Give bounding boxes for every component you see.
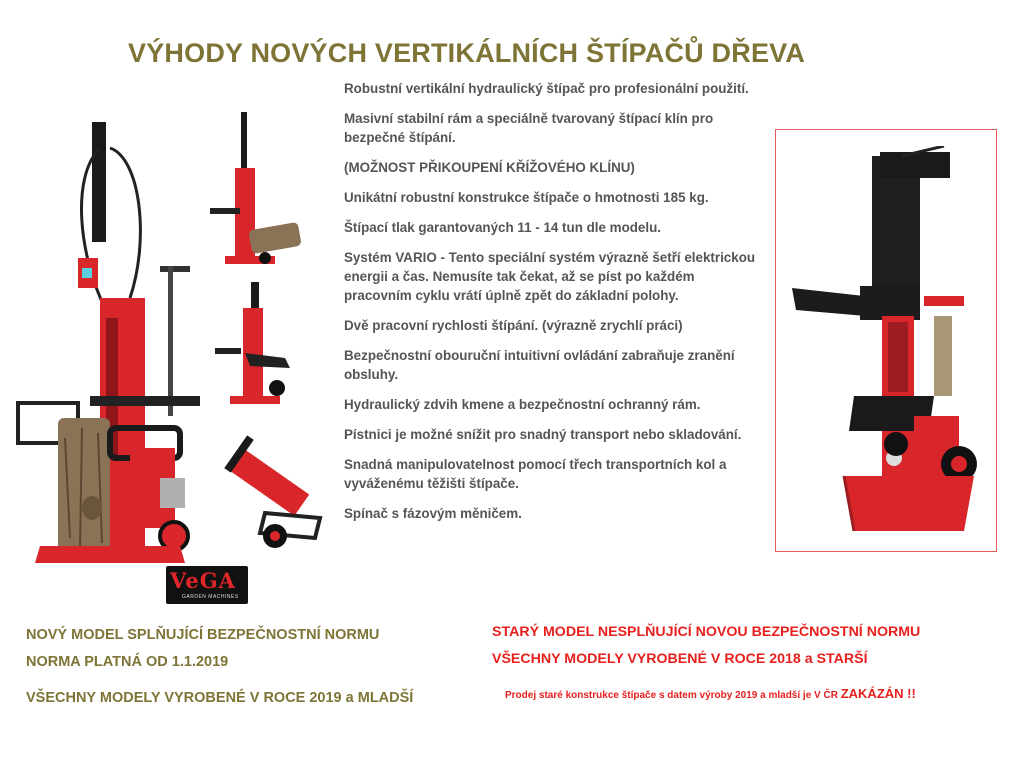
features-list	[344, 79, 764, 534]
splitter-image-top	[205, 108, 305, 268]
old-splitter-image	[784, 146, 990, 536]
feature-item: Hydraulický zdvih kmene a bezpečnostní ochranný rám.	[344, 397, 701, 412]
new-model-years-line: VŠECHNY MODELY VYROBENÉ V ROCE 2019 a MLADŠÍ	[26, 690, 414, 706]
new-model-notes	[26, 622, 486, 712]
warning-text: Prodej staré konstrukce štípače s datem výroby 2019 a mladší je V ČR	[505, 690, 841, 701]
new-splitter-main-image	[10, 118, 210, 568]
feature-item: Systém VARIO - Tento speciální systém výrazně šetří elektrickou energii a čas. Nemusíte tak čekat, až se píst po každém pracovním cyklu vrátí úplně zpět do základní polohy.	[344, 250, 756, 303]
sale-ban-warning	[505, 686, 1005, 701]
feature-item: Unikátní robustní konstrukce štípače o hmotnosti 185 kg.	[344, 190, 709, 205]
logo-tagline: GARDEN MACHINES	[182, 594, 239, 600]
new-model-norm-line: NORMA PLATNÁ OD 1.1.2019	[26, 654, 229, 670]
feature-item: Robustní vertikální hydraulický štípač pro profesionální použití.	[344, 81, 749, 96]
vega-logo	[166, 566, 248, 604]
splitter-image-bottom	[205, 428, 335, 556]
warning-emphasis: ZAKÁZÁN !!	[840, 686, 916, 701]
feature-item: Štípací tlak garantovaných 11 - 14 tun dle modelu.	[344, 220, 662, 235]
old-model-years-line: VŠECHNY MODELY VYROBENÉ V ROCE 2018 a STARŠÍ	[492, 651, 868, 667]
new-model-line: NOVÝ MODEL SPLŇUJÍCÍ BEZPEČNOSTNÍ NORMU	[26, 627, 380, 643]
feature-item: (MOŽNOST PŘIKOUPENÍ KŘÍŽOVÉHO KLÍNU)	[344, 160, 635, 175]
feature-item: Snadná manipulovatelnost pomocí třech transportních kol a vyváženému těžišti štípače.	[344, 457, 727, 491]
feature-item: Bezpečnostní obouruční intuitivní ovládání zabraňuje zranění obsluhy.	[344, 348, 735, 382]
logo-wordmark: VeGA	[170, 568, 236, 593]
old-model-line: STARÝ MODEL NESPLŇUJÍCÍ NOVOU BEZPEČNOSTNÍ NORMU	[492, 624, 921, 640]
splitter-image-middle	[205, 278, 305, 408]
feature-item: Dvě pracovní rychlosti štípání. (výrazně zrychlí práci)	[344, 318, 683, 333]
feature-item: Masivní stabilní rám a speciálně tvarovaný štípací klín pro bezpečné štípání.	[344, 111, 714, 145]
old-model-notes	[492, 619, 1012, 673]
old-model-frame	[775, 129, 997, 552]
feature-item: Pístnici je možné snížit pro snadný transport nebo skladování.	[344, 427, 742, 442]
page-title: VÝHODY NOVÝCH VERTIKÁLNÍCH ŠTÍPAČŮ DŘEVA	[128, 38, 806, 68]
feature-item: Spínač s fázovým měničem.	[344, 506, 522, 521]
